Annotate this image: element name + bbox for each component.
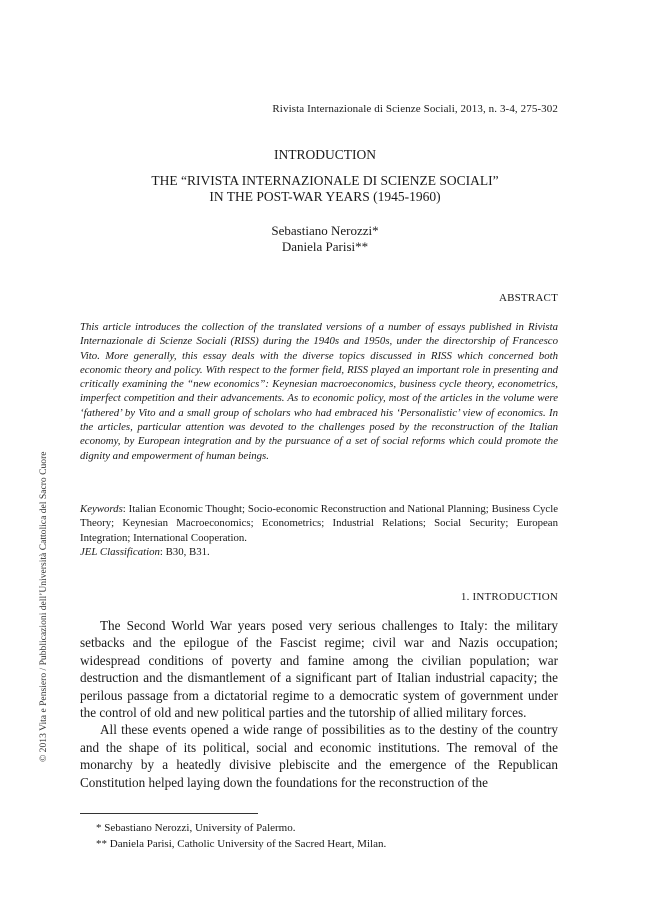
- footnote-2: ** Daniela Parisi, Catholic University of the Sacred Heart, Milan.: [96, 838, 387, 850]
- paragraph-1: The Second World War years posed very serious challenges to Italy: the military setbacks and the epilogue of the Fascist regime; civil war and Nazis occupation; widespread conditions of poverty and famine among the civilian population; war destruction and the dismantlement of a significant part of Italian industrial capacity; the perilous passage from a dictatorial regime to a democratic system of government under the control of old and new political parties and the tutorship of allied military forces.: [80, 618, 558, 721]
- title-line-2: IN THE POST-WAR YEARS (1945-1960): [209, 189, 441, 204]
- keywords-text: Italian Economic Thought; Socio-economic Reconstruction and National Planning; Business Cycle Theory; Keynesian Macroeconomics; Econometrics; Industrial Relations; Social Security; European Integration; International Cooperation.: [80, 503, 559, 544]
- jel-text: B30, B31.: [165, 545, 210, 558]
- author-1: Sebastiano Nerozzi*: [271, 223, 379, 238]
- jel-label: JEL Classification: [80, 545, 160, 558]
- author-2: Daniela Parisi**: [281, 239, 369, 254]
- author-list: [0, 223, 650, 255]
- keywords-line: Keywords: Italian Economic Thought; Socio-economic Reconstruction and National Planning; Business Cycle Theory; Keynesian Macroeconomics; Econometrics; Industrial Relations; Social Security; European Integration; International Cooperation.: [80, 503, 559, 544]
- footnotes: [96, 820, 386, 852]
- abstract-text: This article introduces the collection of the translated versions of a number of essays published in Rivista Internazionale di Scienze Sociali (RISS) during the 1940s and 1950s, under the directorship of Francesco Vito. More generally, this essay deals with the diverse topics discussed in RISS which concerned both economic theory and policy. With respect to the former field, RISS played an important role in presenting and critically examining the “new economics”: Keynesian macroeconomics, business cycle theory, econometrics, imperfect competition and their advancements. As to economic policy, most of the articles in the volume were ‘fathered’ by Vito and a small group of scholars who had embraced his ‘Personalistic’ view of economics. In the articles, particular attention was devoted to the challenges posed by the reconstruction of the Italian economy, by European integration and by the pursuance of a set of social reforms which could promote the dignity and empowerment of human beings.: [80, 321, 558, 462]
- journal-reference: Rivista Internazionale di Scienze Sociali, 2013, n. 3-4, 275-302: [272, 103, 558, 115]
- article-section-label: INTRODUCTION: [274, 147, 376, 162]
- article-title: [0, 173, 650, 205]
- abstract-heading: ABSTRACT: [498, 292, 558, 304]
- footnote-1: * Sebastiano Nerozzi, University of Palermo.: [96, 822, 296, 834]
- paragraph-2: All these events opened a wide range of possibilities as to the destiny of the country and the shape of its political, social and economic institutions. The removal of the monarchy by a heatedly divisive plebiscite and the emergence of the Republican Constitution helped laying down the foundations for the reconstruction of the: [80, 722, 558, 790]
- copyright-sidebar: © 2013 Vita e Pensiero / Pubblicazioni dell’Università Cattolica del Sacro Cuore: [38, 451, 49, 762]
- title-line-1: THE “RIVISTA INTERNAZIONALE DI SCIENZE SOCIALI”: [151, 173, 499, 188]
- footnote-divider: [80, 813, 258, 814]
- body-text: [80, 617, 558, 791]
- section-heading: 1. INTRODUCTION: [460, 591, 558, 603]
- keywords-label: Keywords: [80, 503, 123, 515]
- jel-line: JEL Classification: B30, B31.: [80, 545, 210, 558]
- keywords-block: [80, 502, 558, 559]
